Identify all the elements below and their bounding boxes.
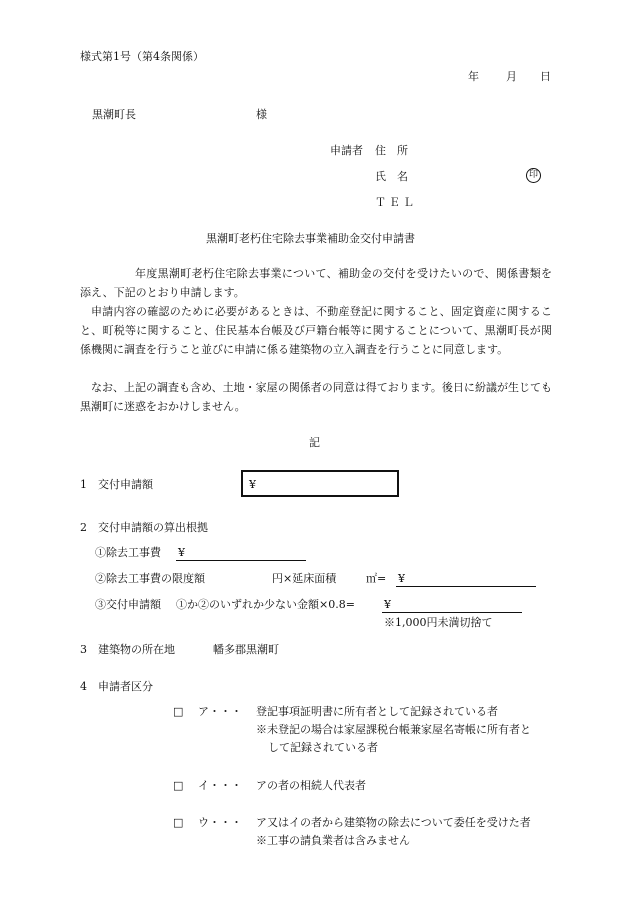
cost-limit-field[interactable] (396, 586, 536, 587)
application-amount-field[interactable] (241, 470, 399, 497)
date-month-label: 月 (506, 70, 517, 83)
addressee-honorific: 様 (256, 108, 267, 121)
applicant-type-u-code: ウ・・・ (198, 816, 242, 829)
applicant-address-label: 住 所 (375, 144, 408, 157)
item2-line1-yen: ¥ (178, 546, 185, 559)
date-day-label: 日 (540, 70, 551, 83)
applicant-type-u-checkbox[interactable]: □ (173, 816, 184, 829)
addressee-name: 黒潮町長 (92, 108, 136, 121)
item2-line3-yen: ¥ (384, 598, 391, 611)
applicant-type-i-code: イ・・・ (198, 779, 242, 792)
item2-line2-unit: 円×延床面積 (272, 572, 337, 585)
body-paragraph-1: 年度黒潮町老朽住宅除去事業について、補助金の交付を受けたいので、関係書類を添え、下記のとおり申請します。 (80, 267, 552, 299)
item2-line2-label: ②除去工事費の限度額 (95, 572, 205, 585)
applicant-type-a-text: 登記事項証明書に所有者として記録されている者 (256, 705, 498, 718)
date-year-label: 年 (468, 70, 479, 83)
applicant-type-a-note-1: ※未登記の場合は家屋課税台帳兼家屋名寄帳に所有者と (256, 723, 531, 736)
body-paragraph-2: 申請内容の確認のために必要があるときは、不動産登記に関すること、固定資産に関すること、町税等に関すること、住民基本台帳及び戸籍台帳等に関することについて、黒潮町長が関係機関に調査を行うこと並びに申請に係る建築物の立入調査を行うことに同意します。 (80, 305, 552, 356)
applicant-name-label: 氏 名 (375, 170, 408, 183)
demolition-cost-field[interactable] (176, 560, 306, 561)
item2-label: 2 交付申請額の算出根拠 (80, 521, 208, 534)
form-number: 様式第1号（第4条関係） (80, 50, 204, 63)
rounding-note: ※1,000円未満切捨て (384, 616, 493, 629)
item2-line2-yen: ¥ (398, 572, 405, 585)
applicant-type-u-note: ※工事の請負業者は含みません (256, 834, 410, 847)
applicant-label: 申請者 (330, 144, 363, 157)
applicant-type-u-text: ア又はイの者から建築物の除去について委任を受けた者 (256, 816, 531, 829)
seal-mark: 印 (526, 168, 541, 183)
applicant-type-a-checkbox[interactable]: □ (173, 705, 184, 718)
ki-heading: 記 (309, 436, 320, 449)
applicant-type-i-text: アの者の相続人代表者 (256, 779, 366, 792)
document-title: 黒潮町老朽住宅除去事業補助金交付申請書 (206, 232, 415, 245)
item2-line2-sqm: ㎡= (366, 572, 387, 585)
subsidy-amount-field[interactable] (382, 612, 522, 613)
applicant-type-i-checkbox[interactable]: □ (173, 779, 184, 792)
item2-line1-label: ①除去工事費 (95, 546, 161, 559)
body-paragraph-3: なお、上記の調査も含め、土地・家屋の関係者の同意は得ております。後日に紛議が生じても黒潮町に迷惑をおかけしません。 (80, 381, 552, 413)
building-location: 幡多郡黒潮町 (213, 643, 279, 656)
item2-line3-label: ③交付申請額 (95, 598, 161, 611)
application-amount-yen: ¥ (249, 478, 256, 491)
item3-label: 3 建築物の所在地 (80, 643, 175, 656)
applicant-type-a-note-2: して記録されている者 (268, 741, 378, 754)
applicant-type-a-code: ア・・・ (198, 705, 242, 718)
item1-label: 1 交付申請額 (80, 478, 153, 491)
item4-label: 4 申請者区分 (80, 680, 153, 693)
applicant-tel-label: ＴＥＬ (375, 196, 417, 209)
item2-line3-formula: ①か②のいずれか少ない金額×0.8= (176, 598, 355, 611)
